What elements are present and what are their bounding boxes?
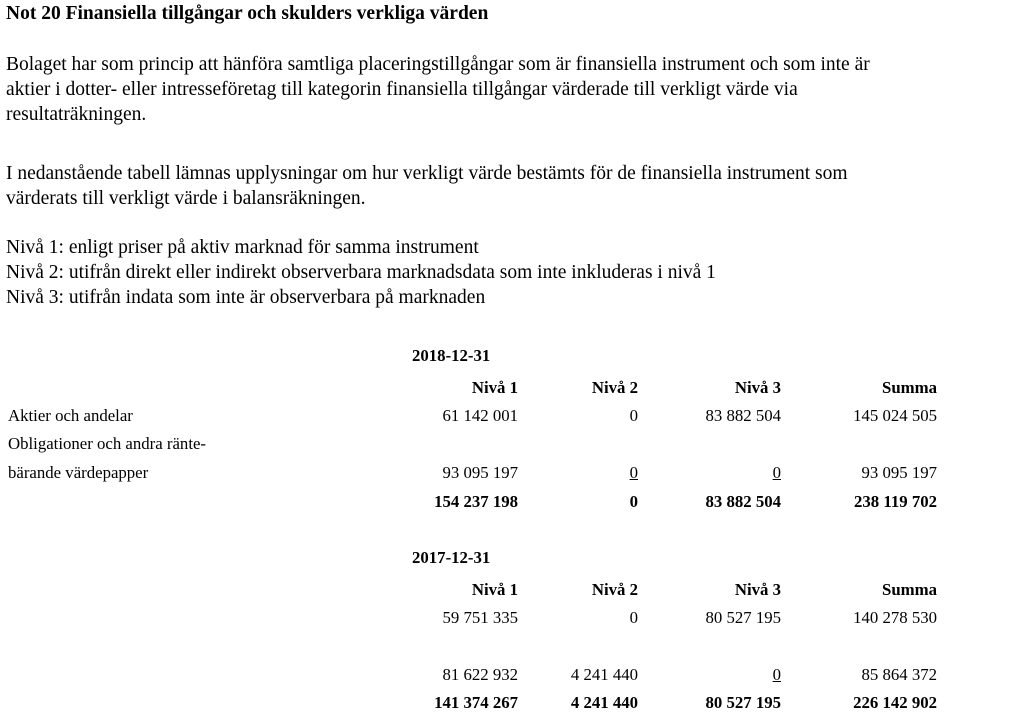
cell: 93 095 197 [442,463,518,482]
table-date: 2018-12-31 [412,346,491,365]
cell: 93 095 197 [861,463,937,482]
level-3-definition: Nivå 3: utifrån indata som inte är observerbara på marknaden [6,287,486,308]
total-cell: 80 527 195 [705,693,781,712]
total-cell: 141 374 267 [434,693,518,712]
cell: 0 [772,665,781,684]
text-line: aktier i dotter- eller intresseföretag till kategorin finansiella tillgångar värderade till verkligt värde via [6,79,798,100]
cell: 0 [629,406,638,425]
text-line: värderats till verkligt värde i balansräkningen. [6,188,366,209]
column-header-niva-1: Nivå 1 [471,378,518,397]
level-definitions [6,235,1022,310]
row-label-shares: Aktier och andelar [8,406,133,425]
total-cell: 4 241 440 [570,693,638,712]
cell: 145 024 505 [853,406,937,425]
column-header-niva-1: Nivå 1 [471,580,518,599]
cell: 83 882 504 [705,406,781,425]
row-label-bonds: Obligationer och andra ränte- [8,434,207,453]
cell: 4 241 440 [570,665,638,684]
column-header-niva-2: Nivå 2 [591,378,638,397]
cell: 0 [629,463,638,482]
cell: 0 [629,608,638,627]
total-cell: 238 119 702 [854,492,937,511]
cell: 61 142 001 [442,406,518,425]
total-cell: 154 237 198 [434,492,518,511]
table-description-paragraph [6,161,1022,211]
intro-paragraph [6,52,1022,127]
cell: 59 751 335 [442,608,518,627]
column-header-summa: Summa [881,378,937,397]
table-date: 2017-12-31 [412,548,491,567]
cell: 80 527 195 [705,608,781,627]
level-2-definition: Nivå 2: utifrån direkt eller indirekt observerbara marknadsdata som inte inkluderas i nivå 1 [6,262,716,283]
column-header-niva-3: Nivå 3 [734,580,781,599]
column-header-niva-3: Nivå 3 [734,378,781,397]
cell: 81 622 932 [442,665,518,684]
cell: 140 278 530 [853,608,937,627]
total-cell: 0 [629,492,638,511]
cell: 85 864 372 [861,665,937,684]
row-label-bonds-cont: bärande värdepapper [8,463,149,482]
text-line: I nedanstående tabell lämnas upplysningar om hur verkligt värde bestämts för de finansiella instrument som [6,163,848,184]
text-line: Bolaget har som princip att hänföra samtliga placeringstillgångar som är finansiella instrument och som inte är [6,54,870,75]
total-cell: 83 882 504 [705,492,781,511]
text-line: resultaträkningen. [6,104,147,125]
note-heading: Not 20 Finansiella tillgångar och skulders verkliga värden [6,3,489,24]
column-header-niva-2: Nivå 2 [591,580,638,599]
level-1-definition: Nivå 1: enligt priser på aktiv marknad för samma instrument [6,237,479,258]
cell: 0 [772,463,781,482]
column-header-summa: Summa [881,580,937,599]
total-cell: 226 142 902 [853,693,937,712]
